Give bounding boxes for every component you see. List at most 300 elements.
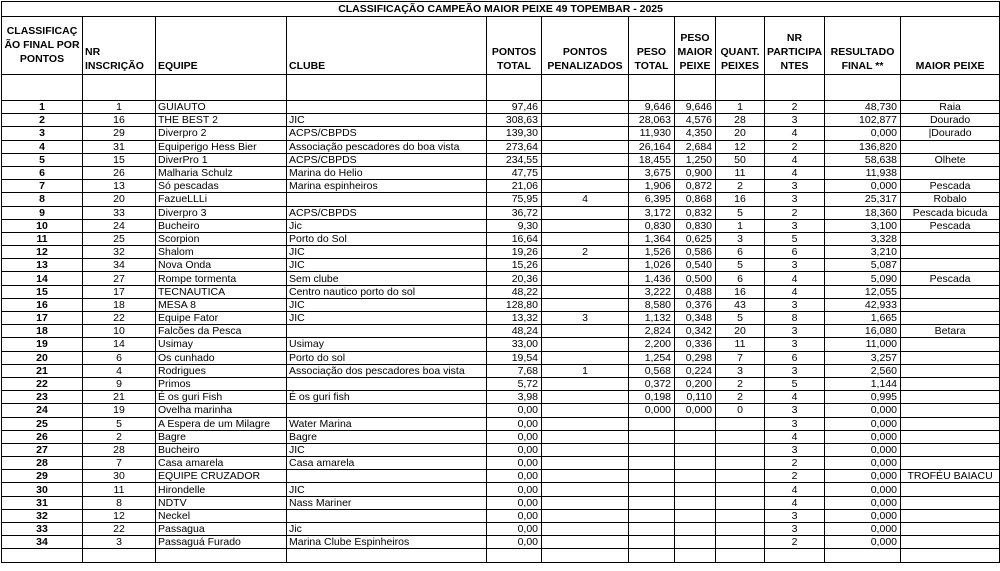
cell-clube: Marina espinheiros <box>287 180 487 193</box>
cell-equipe: Casa amarela <box>156 457 287 470</box>
cell-nr-participantes: 4 <box>765 430 825 443</box>
cell-pontos-total: 0,00 <box>487 457 542 470</box>
cell-position: 23 <box>2 391 83 404</box>
cell-peso-maior-peixe <box>675 536 716 549</box>
cell-maior-peixe: Dourado <box>901 114 1000 127</box>
cell-position: 27 <box>2 443 83 456</box>
cell-nr-participantes: 3 <box>765 509 825 522</box>
cell-position: 9 <box>2 206 83 219</box>
cell-resultado-final: 42,933 <box>825 298 901 311</box>
table-row <box>2 536 1000 549</box>
cell-peso-total: 1,906 <box>629 180 675 193</box>
cell-quant-peixes: 2 <box>716 180 765 193</box>
cell-peso-total: 8,580 <box>629 298 675 311</box>
table-row <box>2 193 1000 206</box>
cell-pontos-total: 0,00 <box>487 470 542 483</box>
cell-quant-peixes: 5 <box>716 312 765 325</box>
cell-peso-maior-peixe: 1,250 <box>675 153 716 166</box>
cell-clube: É os guri fish <box>287 391 487 404</box>
table-row <box>2 509 1000 522</box>
cell-quant-peixes <box>716 417 765 430</box>
cell-nr-inscricao: 26 <box>83 166 156 179</box>
cell-peso-total: 1,364 <box>629 232 675 245</box>
cell-equipe: Bagre <box>156 430 287 443</box>
cell-equipe: A Espera de um Milagre <box>156 417 287 430</box>
cell-pontos-total: 128,80 <box>487 298 542 311</box>
cell-nr-participantes: 3 <box>765 364 825 377</box>
cell-resultado-final: 0,000 <box>825 443 901 456</box>
cell-nr-inscricao: 21 <box>83 391 156 404</box>
cell-peso-maior-peixe: 4,576 <box>675 114 716 127</box>
cell-nr-inscricao: 4 <box>83 364 156 377</box>
table-row <box>2 523 1000 536</box>
cell-pontos-total: 48,22 <box>487 285 542 298</box>
cell-peso-maior-peixe <box>675 430 716 443</box>
cell-clube: Water Marina <box>287 417 487 430</box>
cell-clube <box>287 470 487 483</box>
table-row <box>2 127 1000 140</box>
table-row <box>2 496 1000 509</box>
cell-nr-participantes: 4 <box>765 272 825 285</box>
cell-pontos-total: 33,00 <box>487 338 542 351</box>
cell-resultado-final: 11,000 <box>825 338 901 351</box>
header-row <box>2 17 1000 75</box>
cell-pontos-penalizados <box>542 404 629 417</box>
cell-peso-maior-peixe: 0,500 <box>675 272 716 285</box>
table-row <box>2 114 1000 127</box>
cell-nr-participantes: 4 <box>765 153 825 166</box>
cell-peso-maior-peixe: 0,342 <box>675 325 716 338</box>
cell-pontos-total: 0,00 <box>487 496 542 509</box>
cell-maior-peixe <box>901 377 1000 390</box>
cell-peso-total: 3,675 <box>629 166 675 179</box>
cell-nr-inscricao: 13 <box>83 180 156 193</box>
cell-equipe: Malharia Schulz <box>156 166 287 179</box>
cell-resultado-final: 136,820 <box>825 140 901 153</box>
cell-quant-peixes: 50 <box>716 153 765 166</box>
cell-nr-inscricao: 34 <box>83 259 156 272</box>
cell-position: 17 <box>2 312 83 325</box>
cell-position: 20 <box>2 351 83 364</box>
cell-equipe: MESA 8 <box>156 298 287 311</box>
cell-pontos-penalizados <box>542 298 629 311</box>
cell-nr-participantes: 5 <box>765 377 825 390</box>
table-row <box>2 285 1000 298</box>
table-row <box>2 457 1000 470</box>
cell-pontos-total: 19,26 <box>487 246 542 259</box>
cell-equipe: FazueLLLi <box>156 193 287 206</box>
cell-pontos-total: 0,00 <box>487 509 542 522</box>
cell-peso-total <box>629 536 675 549</box>
cell-maior-peixe: Pescada bicuda <box>901 206 1000 219</box>
cell-peso-total: 3,222 <box>629 285 675 298</box>
cell-nr-participantes: 2 <box>765 101 825 114</box>
cell-equipe: Falcões da Pesca <box>156 325 287 338</box>
cell-nr-participantes: 4 <box>765 391 825 404</box>
cell-nr-participantes: 2 <box>765 457 825 470</box>
cell-pontos-penalizados <box>542 391 629 404</box>
cell-pontos-penalizados <box>542 443 629 456</box>
cell-resultado-final: 0,000 <box>825 430 901 443</box>
cell-pontos-penalizados <box>542 496 629 509</box>
cell-peso-maior-peixe: 4,350 <box>675 127 716 140</box>
cell-peso-total: 3,172 <box>629 206 675 219</box>
cell-nr-participantes: 3 <box>765 443 825 456</box>
table-row <box>2 443 1000 456</box>
cell-pontos-total: 0,00 <box>487 483 542 496</box>
cell-maior-peixe <box>901 523 1000 536</box>
cell-pontos-penalizados <box>542 272 629 285</box>
cell-position: 25 <box>2 417 83 430</box>
cell-nr-inscricao: 28 <box>83 443 156 456</box>
cell-peso-maior-peixe <box>675 470 716 483</box>
cell-maior-peixe <box>901 364 1000 377</box>
cell-pontos-penalizados: 4 <box>542 193 629 206</box>
cell-nr-inscricao: 14 <box>83 338 156 351</box>
cell-nr-inscricao: 1 <box>83 101 156 114</box>
cell-peso-maior-peixe: 0,298 <box>675 351 716 364</box>
table-row <box>2 391 1000 404</box>
cell-peso-total: 6,395 <box>629 193 675 206</box>
cell-quant-peixes <box>716 470 765 483</box>
header-clube: CLUBE <box>287 17 487 75</box>
cell-nr-participantes: 2 <box>765 536 825 549</box>
cell-pontos-penalizados <box>542 285 629 298</box>
cell-peso-total: 26,164 <box>629 140 675 153</box>
cell-maior-peixe: Olhete <box>901 153 1000 166</box>
cell-equipe: Rompe tormenta <box>156 272 287 285</box>
cell-maior-peixe <box>901 430 1000 443</box>
table-row <box>2 312 1000 325</box>
cell-peso-maior-peixe <box>675 496 716 509</box>
cell-maior-peixe: Pescada <box>901 180 1000 193</box>
cell-quant-peixes: 20 <box>716 127 765 140</box>
cell-nr-participantes: 4 <box>765 166 825 179</box>
cell-clube: Associação dos pescadores boa vista <box>287 364 487 377</box>
cell-maior-peixe <box>901 338 1000 351</box>
cell-peso-maior-peixe: 0,830 <box>675 219 716 232</box>
cell-clube: JIC <box>287 312 487 325</box>
cell-nr-inscricao: 11 <box>83 483 156 496</box>
cell-peso-maior-peixe: 0,336 <box>675 338 716 351</box>
cell-clube: Jic <box>287 523 487 536</box>
cell-resultado-final: 0,000 <box>825 496 901 509</box>
table-row <box>2 430 1000 443</box>
cell-quant-peixes: 5 <box>716 206 765 219</box>
header-resultado-final: RESULTADO FINAL ** <box>825 17 901 75</box>
cell-position: 4 <box>2 140 83 153</box>
cell-nr-participantes: 5 <box>765 232 825 245</box>
cell-resultado-final: 0,000 <box>825 509 901 522</box>
cell-peso-total <box>629 430 675 443</box>
cell-resultado-final: 2,560 <box>825 364 901 377</box>
cell-peso-maior-peixe: 0,540 <box>675 259 716 272</box>
cell-clube <box>287 193 487 206</box>
header-peso-maior-peixe: PESO MAIOR PEIXE <box>675 17 716 75</box>
cell-maior-peixe <box>901 232 1000 245</box>
cell-equipe: Hirondelle <box>156 483 287 496</box>
cell-equipe: Só pescadas <box>156 180 287 193</box>
cell-maior-peixe: Pescada <box>901 219 1000 232</box>
cell-pontos-penalizados <box>542 153 629 166</box>
cell-peso-total: 11,930 <box>629 127 675 140</box>
cell-resultado-final: 3,100 <box>825 219 901 232</box>
cell-equipe: TECNAUTICA <box>156 285 287 298</box>
cell-nr-inscricao: 18 <box>83 298 156 311</box>
cell-pontos-penalizados <box>542 470 629 483</box>
cell-quant-peixes <box>716 509 765 522</box>
cell-pontos-penalizados <box>542 232 629 245</box>
cell-maior-peixe <box>901 509 1000 522</box>
cell-quant-peixes <box>716 483 765 496</box>
cell-nr-inscricao: 6 <box>83 351 156 364</box>
cell-nr-participantes: 3 <box>765 193 825 206</box>
cell-maior-peixe <box>901 483 1000 496</box>
cell-nr-inscricao: 32 <box>83 246 156 259</box>
cell-maior-peixe: Betara <box>901 325 1000 338</box>
cell-position: 5 <box>2 153 83 166</box>
table-row <box>2 377 1000 390</box>
cell-pontos-penalizados: 1 <box>542 364 629 377</box>
cell-nr-inscricao: 29 <box>83 127 156 140</box>
cell-pontos-penalizados: 2 <box>542 246 629 259</box>
cell-peso-maior-peixe: 0,586 <box>675 246 716 259</box>
cell-maior-peixe: Robalo <box>901 193 1000 206</box>
cell-maior-peixe <box>901 443 1000 456</box>
cell-nr-participantes: 2 <box>765 206 825 219</box>
cell-pontos-total: 97,46 <box>487 101 542 114</box>
cell-maior-peixe <box>901 140 1000 153</box>
cell-quant-peixes: 12 <box>716 140 765 153</box>
cell-nr-inscricao: 5 <box>83 417 156 430</box>
cell-quant-peixes: 20 <box>716 325 765 338</box>
cell-quant-peixes: 43 <box>716 298 765 311</box>
cell-peso-maior-peixe: 0,900 <box>675 166 716 179</box>
cell-clube: Marina Clube Espinheiros <box>287 536 487 549</box>
cell-nr-participantes: 3 <box>765 404 825 417</box>
cell-peso-total: 28,063 <box>629 114 675 127</box>
cell-equipe: NDTV <box>156 496 287 509</box>
cell-pontos-penalizados <box>542 127 629 140</box>
cell-quant-peixes: 6 <box>716 272 765 285</box>
cell-equipe: THE BEST 2 <box>156 114 287 127</box>
cell-pontos-penalizados <box>542 114 629 127</box>
cell-position: 1 <box>2 101 83 114</box>
cell-equipe: Diverpro 2 <box>156 127 287 140</box>
cell-maior-peixe <box>901 536 1000 549</box>
empty-row <box>2 549 1000 562</box>
cell-pontos-total: 0,00 <box>487 443 542 456</box>
cell-peso-maior-peixe: 0,348 <box>675 312 716 325</box>
cell-position: 7 <box>2 180 83 193</box>
cell-resultado-final: 0,000 <box>825 180 901 193</box>
spacer-row <box>2 75 1000 101</box>
cell-quant-peixes: 7 <box>716 351 765 364</box>
cell-pontos-penalizados <box>542 206 629 219</box>
cell-equipe: Neckel <box>156 509 287 522</box>
cell-nr-inscricao: 7 <box>83 457 156 470</box>
cell-maior-peixe <box>901 298 1000 311</box>
table-row <box>2 470 1000 483</box>
cell-resultado-final: 58,638 <box>825 153 901 166</box>
cell-clube: Casa amarela <box>287 457 487 470</box>
cell-nr-inscricao: 3 <box>83 536 156 549</box>
cell-pontos-penalizados <box>542 430 629 443</box>
cell-maior-peixe: Raia <box>901 101 1000 114</box>
table-row <box>2 101 1000 114</box>
cell-nr-participantes: 3 <box>765 523 825 536</box>
cell-clube: ACPS/CBPDS <box>287 127 487 140</box>
cell-maior-peixe <box>901 404 1000 417</box>
cell-pontos-penalizados <box>542 166 629 179</box>
cell-position: 26 <box>2 430 83 443</box>
cell-quant-peixes: 2 <box>716 377 765 390</box>
cell-clube <box>287 377 487 390</box>
cell-resultado-final: 0,000 <box>825 127 901 140</box>
cell-resultado-final: 25,317 <box>825 193 901 206</box>
cell-pontos-total: 36,72 <box>487 206 542 219</box>
cell-quant-peixes <box>716 457 765 470</box>
table-title: CLASSIFICAÇÃO CAMPEÃO MAIOR PEIXE 49 TOPEMBAR - 2025 <box>2 2 1000 17</box>
cell-position: 24 <box>2 404 83 417</box>
cell-pontos-penalizados <box>542 523 629 536</box>
cell-position: 33 <box>2 523 83 536</box>
cell-resultado-final: 1,665 <box>825 312 901 325</box>
cell-maior-peixe: Pescada <box>901 272 1000 285</box>
cell-peso-total: 1,436 <box>629 272 675 285</box>
cell-peso-total: 0,568 <box>629 364 675 377</box>
cell-maior-peixe <box>901 351 1000 364</box>
cell-nr-inscricao: 12 <box>83 509 156 522</box>
cell-pontos-total: 3,98 <box>487 391 542 404</box>
table-row <box>2 140 1000 153</box>
cell-equipe: É os guri Fish <box>156 391 287 404</box>
cell-quant-peixes: 28 <box>716 114 765 127</box>
cell-nr-inscricao: 19 <box>83 404 156 417</box>
cell-pontos-penalizados <box>542 483 629 496</box>
cell-quant-peixes: 3 <box>716 232 765 245</box>
cell-nr-participantes: 3 <box>765 259 825 272</box>
header-nr-inscricao: NR INSCRIÇÃO <box>83 17 156 75</box>
table-row <box>2 166 1000 179</box>
cell-resultado-final: 0,995 <box>825 391 901 404</box>
cell-maior-peixe: |Dourado <box>901 127 1000 140</box>
cell-pontos-total: 0,00 <box>487 417 542 430</box>
cell-peso-total: 2,824 <box>629 325 675 338</box>
cell-nr-participantes: 8 <box>765 312 825 325</box>
cell-pontos-penalizados <box>542 140 629 153</box>
cell-nr-inscricao: 15 <box>83 153 156 166</box>
cell-equipe: Bucheiro <box>156 443 287 456</box>
cell-equipe: Equipe Fator <box>156 312 287 325</box>
cell-resultado-final: 5,087 <box>825 259 901 272</box>
cell-clube: ACPS/CBPDS <box>287 153 487 166</box>
cell-equipe: Ovelha marinha <box>156 404 287 417</box>
table-row <box>2 298 1000 311</box>
cell-peso-maior-peixe: 0,832 <box>675 206 716 219</box>
cell-peso-total: 0,000 <box>629 404 675 417</box>
cell-peso-total <box>629 509 675 522</box>
cell-pontos-total: 47,75 <box>487 166 542 179</box>
cell-resultado-final: 12,055 <box>825 285 901 298</box>
cell-clube: Porto do sol <box>287 351 487 364</box>
cell-equipe: Primos <box>156 377 287 390</box>
cell-equipe: Usimay <box>156 338 287 351</box>
cell-resultado-final: 3,257 <box>825 351 901 364</box>
cell-nr-inscricao: 22 <box>83 312 156 325</box>
cell-nr-inscricao: 31 <box>83 140 156 153</box>
cell-quant-peixes: 1 <box>716 101 765 114</box>
cell-nr-participantes: 3 <box>765 180 825 193</box>
cell-pontos-penalizados <box>542 259 629 272</box>
table-row <box>2 351 1000 364</box>
cell-resultado-final: 18,360 <box>825 206 901 219</box>
cell-clube: Associação pescadores do boa vista <box>287 140 487 153</box>
cell-maior-peixe <box>901 246 1000 259</box>
cell-nr-participantes: 3 <box>765 114 825 127</box>
cell-peso-maior-peixe: 0,200 <box>675 377 716 390</box>
table-row <box>2 338 1000 351</box>
cell-resultado-final: 3,328 <box>825 232 901 245</box>
cell-pontos-penalizados <box>542 417 629 430</box>
cell-nr-inscricao: 10 <box>83 325 156 338</box>
cell-peso-maior-peixe: 0,000 <box>675 404 716 417</box>
cell-equipe: Nova Onda <box>156 259 287 272</box>
cell-position: 16 <box>2 298 83 311</box>
cell-position: 2 <box>2 114 83 127</box>
cell-position: 22 <box>2 377 83 390</box>
cell-resultado-final: 102,877 <box>825 114 901 127</box>
header-pontos-total: PONTOS TOTAL <box>487 17 542 75</box>
cell-peso-maior-peixe <box>675 509 716 522</box>
cell-nr-participantes: 4 <box>765 127 825 140</box>
cell-peso-total <box>629 443 675 456</box>
cell-peso-maior-peixe: 2,684 <box>675 140 716 153</box>
cell-peso-total <box>629 523 675 536</box>
cell-equipe: Equiperigo Hess Bier <box>156 140 287 153</box>
cell-pontos-total: 0,00 <box>487 404 542 417</box>
cell-peso-total: 0,372 <box>629 377 675 390</box>
cell-position: 12 <box>2 246 83 259</box>
cell-position: 6 <box>2 166 83 179</box>
cell-clube: Centro nautico porto do sol <box>287 285 487 298</box>
cell-pontos-total: 9,30 <box>487 219 542 232</box>
cell-peso-maior-peixe: 0,872 <box>675 180 716 193</box>
cell-position: 34 <box>2 536 83 549</box>
cell-maior-peixe <box>901 457 1000 470</box>
cell-peso-total: 0,830 <box>629 219 675 232</box>
table-row <box>2 246 1000 259</box>
cell-quant-peixes: 2 <box>716 391 765 404</box>
cell-pontos-total: 13,32 <box>487 312 542 325</box>
cell-nr-inscricao: 27 <box>83 272 156 285</box>
cell-peso-total: 1,132 <box>629 312 675 325</box>
cell-equipe: GUIAUTO <box>156 101 287 114</box>
cell-quant-peixes: 0 <box>716 404 765 417</box>
cell-nr-participantes: 3 <box>765 219 825 232</box>
cell-peso-maior-peixe: 0,868 <box>675 193 716 206</box>
cell-position: 14 <box>2 272 83 285</box>
cell-peso-maior-peixe: 0,376 <box>675 298 716 311</box>
cell-resultado-final: 0,000 <box>825 523 901 536</box>
cell-pontos-total: 75,95 <box>487 193 542 206</box>
table-row <box>2 219 1000 232</box>
cell-pontos-penalizados <box>542 338 629 351</box>
cell-pontos-total: 308,63 <box>487 114 542 127</box>
cell-resultado-final: 0,000 <box>825 457 901 470</box>
cell-resultado-final: 0,000 <box>825 536 901 549</box>
header-classificacao: CLASSIFICAÇ ÃO FINAL POR PONTOS <box>2 17 83 75</box>
